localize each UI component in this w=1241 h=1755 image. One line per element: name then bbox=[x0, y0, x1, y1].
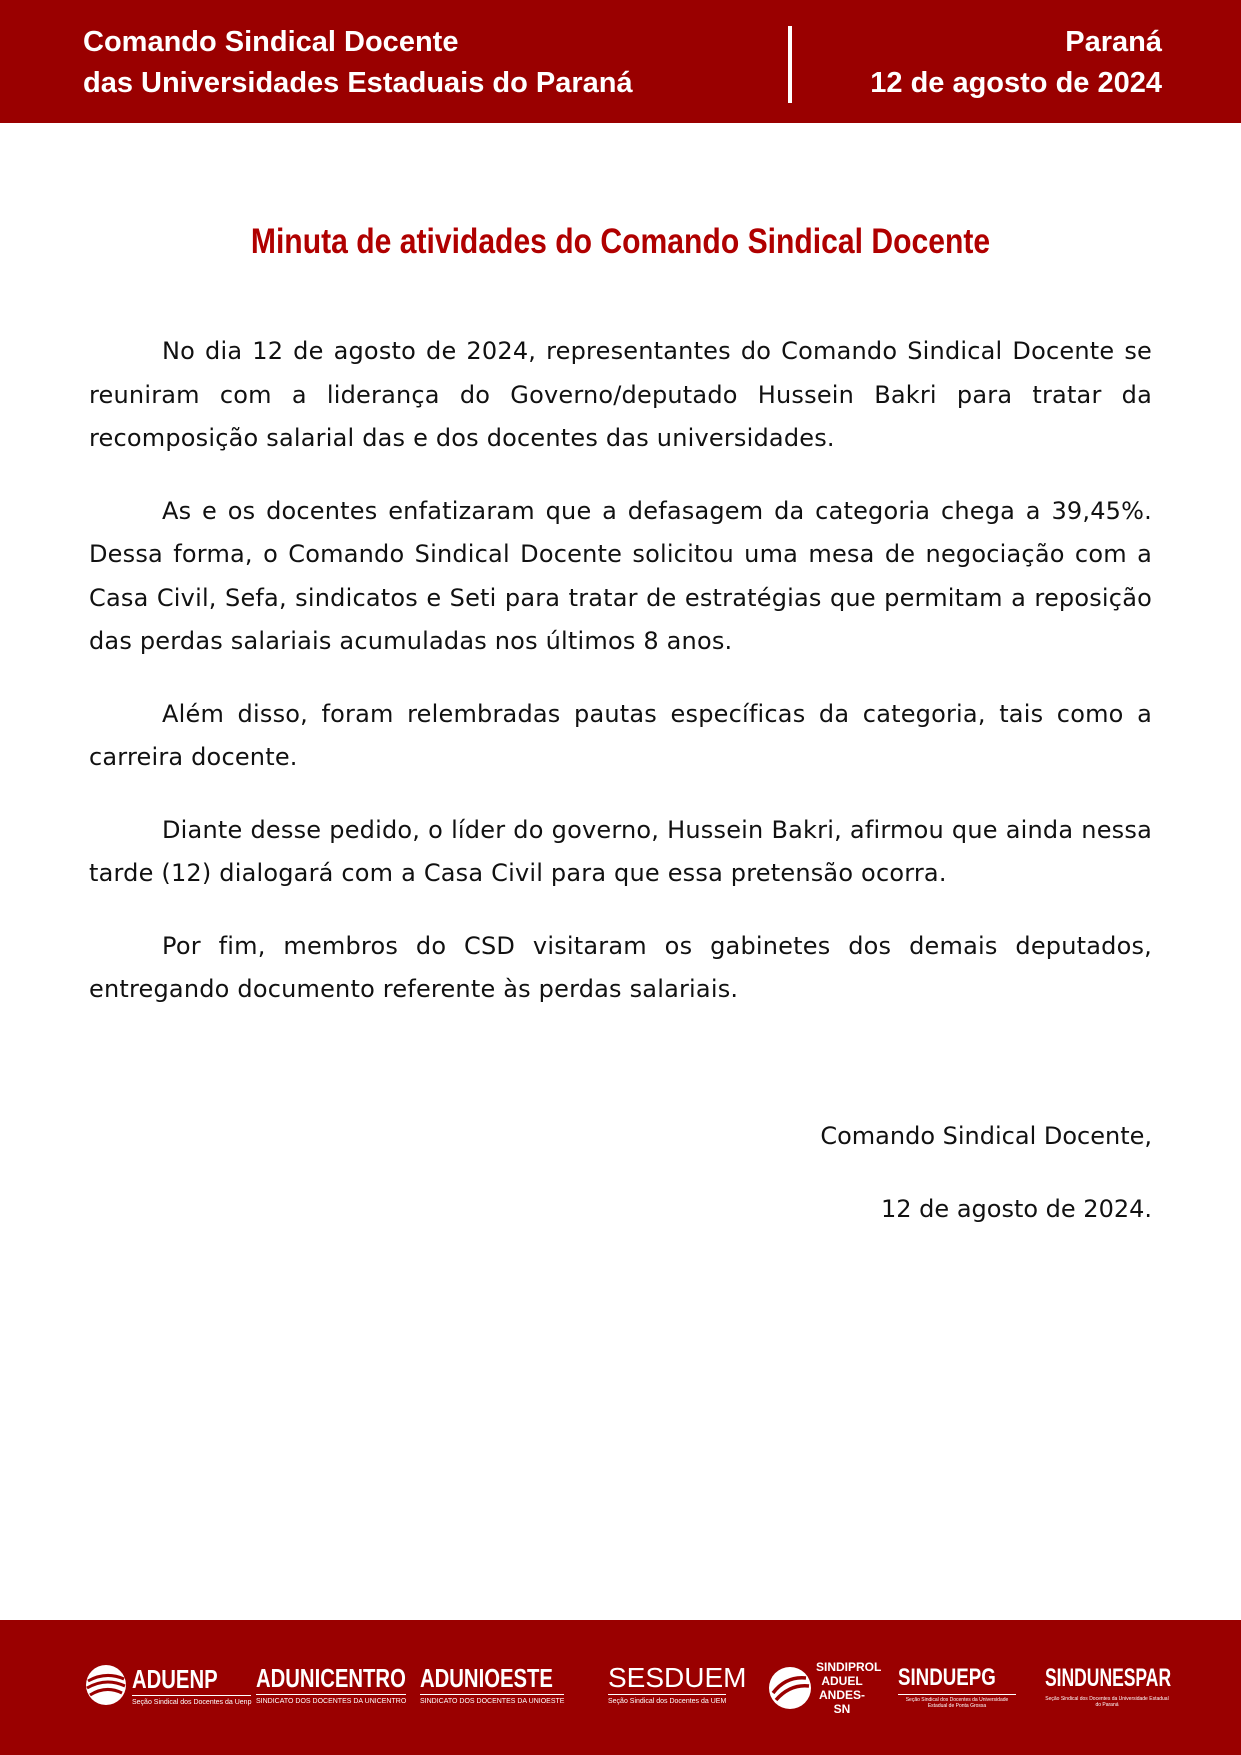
header-org-line2: das Universidades Estaduais do Paraná bbox=[83, 67, 633, 99]
paragraph: Por fim, membros do CSD visitaram os gabinetes dos demais deputados, entregando documento referente às perdas salariais. bbox=[89, 931, 1152, 1003]
signature-date: 12 de agosto de 2024. bbox=[881, 1194, 1152, 1223]
logo-sesduem bbox=[608, 1663, 746, 1706]
logo-subtitle: SINDICATO DOS DOCENTES DA UNICENTRO bbox=[256, 1694, 406, 1706]
logo-name: SESDUEM bbox=[608, 1662, 747, 1693]
logo-name: SINDIPROL ADUEL ANDES-SN bbox=[816, 1660, 882, 1716]
logo-subtitle: SINDICATO DOS DOCENTES DA UNIOESTE bbox=[420, 1694, 564, 1706]
logo-subtitle: Seção Sindical dos Docentes da Universidade Estadual do Paraná bbox=[1045, 1696, 1169, 1708]
logo-name: SINDUNESPAR bbox=[1045, 1664, 1172, 1692]
paragraph: Diante desse pedido, o líder do governo, Hussein Bakri, afirmou que ainda nessa tarde (12) dialogará com a Casa Civil para que essa pretensão ocorra. bbox=[89, 815, 1152, 887]
logo-sindiprol-aduel bbox=[768, 1660, 882, 1716]
logo-aduenp bbox=[84, 1663, 251, 1707]
logo-name: ADUNIOESTE bbox=[420, 1663, 553, 1693]
document-body bbox=[89, 330, 1152, 1041]
header-place-date bbox=[870, 22, 1162, 104]
header-date: 12 de agosto de 2024 bbox=[870, 67, 1162, 99]
logo-adunioeste bbox=[420, 1663, 590, 1706]
signature-block bbox=[820, 1115, 1152, 1260]
logo-subtitle: Seção Sindical dos Docentes da UEM bbox=[608, 1694, 726, 1706]
document-title: Minuta de atividades do Comando Sindical Docente bbox=[250, 222, 991, 261]
logo-name: SINDUEPG bbox=[898, 1664, 996, 1691]
logo-sindunespar bbox=[1045, 1663, 1225, 1708]
paragraph: Além disso, foram relembradas pautas específicas da categoria, tais como a carreira docente. bbox=[89, 699, 1152, 771]
page-header bbox=[0, 0, 1241, 123]
header-org-line1: Comando Sindical Docente bbox=[83, 26, 459, 58]
header-location: Paraná bbox=[1065, 26, 1162, 58]
signature-name: Comando Sindical Docente, bbox=[820, 1122, 1152, 1150]
page-footer bbox=[0, 1620, 1241, 1755]
header-divider bbox=[788, 26, 792, 103]
paragraph: No dia 12 de agosto de 2024, representantes do Comando Sindical Docente se reuniram com a liderança do Governo/deputado Hussein Bakri para tratar da recomposição salarial das e dos docentes das universidades. bbox=[89, 337, 1152, 452]
logo-name: ADUENP bbox=[132, 1663, 218, 1694]
header-organization bbox=[83, 22, 633, 104]
logo-subtitle: Seção Sindical dos Docentes da Universidade Estadual de Ponta Grossa bbox=[898, 1694, 1016, 1709]
logo-subtitle: Seção Sindical dos Docentes da Uenp bbox=[132, 1695, 251, 1707]
aduenp-swirl-icon bbox=[84, 1663, 128, 1707]
logo-name: ADUNICENTRO bbox=[256, 1663, 406, 1693]
logo-sinduepg bbox=[898, 1663, 1023, 1709]
sindiprol-swirl-icon bbox=[768, 1666, 812, 1710]
paragraph: As e os docentes enfatizaram que a defasagem da categoria chega a 39,45%. Dessa forma, o Comando Sindical Docente solicitou uma mesa de negociação com a Casa Civil, Sefa, sindicatos e Seti para tratar de estratégias que permitam a reposição das perdas salariais acumuladas nos últimos 8 anos. bbox=[89, 496, 1152, 655]
